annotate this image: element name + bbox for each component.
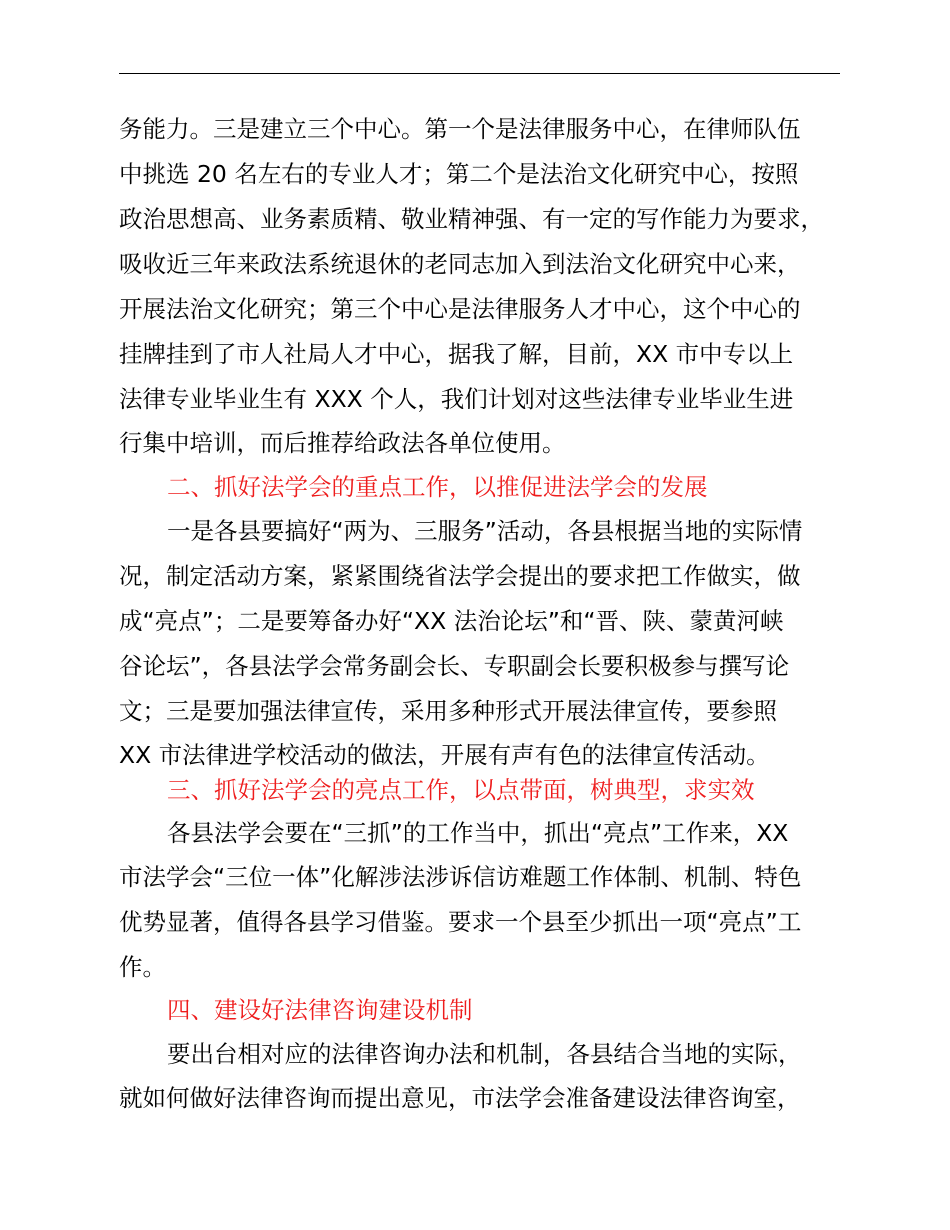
section-heading-4: 四、建设好法律咨询建设机制 bbox=[167, 996, 473, 1024]
body-line: 要出台相对应的法律咨询办法和机制，各县结合当地的实际， bbox=[167, 1040, 802, 1068]
body-line: 吸收近三年来政法系统退休的老同志加入到法治文化研究中心来， bbox=[119, 250, 801, 278]
body-line: XX 市法律进学校活动的做法，开展有声有色的法律宣传活动。 bbox=[119, 741, 770, 769]
body-line: 各县法学会要在“三抓”的工作当中，抓出“亮点”工作来，XX bbox=[167, 819, 789, 847]
body-line: 谷论坛”，各县法学会常务副会长、专职副会长要积极参与撰写论 bbox=[119, 652, 790, 680]
body-line: 中挑选 20 名左右的专业人才；第二个是法治文化研究中心，按照 bbox=[119, 160, 799, 188]
body-line: 挂牌挂到了市人社局人才中心，据我了解，目前，XX 市中专以上 bbox=[119, 340, 794, 368]
body-line: 法律专业毕业生有 XXX 个人，我们计划对这些法律专业毕业生进 bbox=[119, 385, 794, 413]
section-heading-3: 三、抓好法学会的亮点工作，以点带面，树典型，求实效 bbox=[167, 776, 755, 804]
body-line: 务能力。三是建立三个中心。第一个是法律服务中心，在律师队伍 bbox=[119, 115, 801, 143]
section-heading-2: 二、抓好法学会的重点工作，以推促进法学会的发展 bbox=[167, 473, 708, 501]
body-line: 文；三是要加强法律宣传，采用多种形式开展法律宣传，要参照 bbox=[119, 697, 777, 725]
body-line: 政治思想高、业务素质精、敬业精神强、有一定的写作能力为要求， bbox=[119, 205, 824, 233]
header-rule bbox=[119, 73, 840, 74]
body-line: 行集中培训，而后推荐给政法各单位使用。 bbox=[119, 429, 566, 457]
body-line: 优势显著，值得各县学习借鉴。要求一个县至少抓出一项“亮点”工 bbox=[119, 908, 802, 936]
body-line: 一是各县要搞好“两为、三服务”活动，各县根据当地的实际情 bbox=[167, 517, 803, 545]
body-line: 市法学会“三位一体”化解涉法涉诉信访难题工作体制、机制、特色 bbox=[119, 863, 802, 891]
body-line: 作。 bbox=[119, 953, 166, 981]
body-line: 就如何做好法律咨询而提出意见，市法学会准备建设法律咨询室， bbox=[119, 1084, 801, 1112]
body-line: 成“亮点”；二是要筹备办好“XX 法治论坛”和“晋、陕、蒙黄河峡 bbox=[119, 607, 784, 635]
body-line: 况，制定活动方案，紧紧围绕省法学会提出的要求把工作做实，做 bbox=[119, 562, 801, 590]
body-line: 开展法治文化研究；第三个中心是法律服务人才中心，这个中心的 bbox=[119, 295, 801, 323]
